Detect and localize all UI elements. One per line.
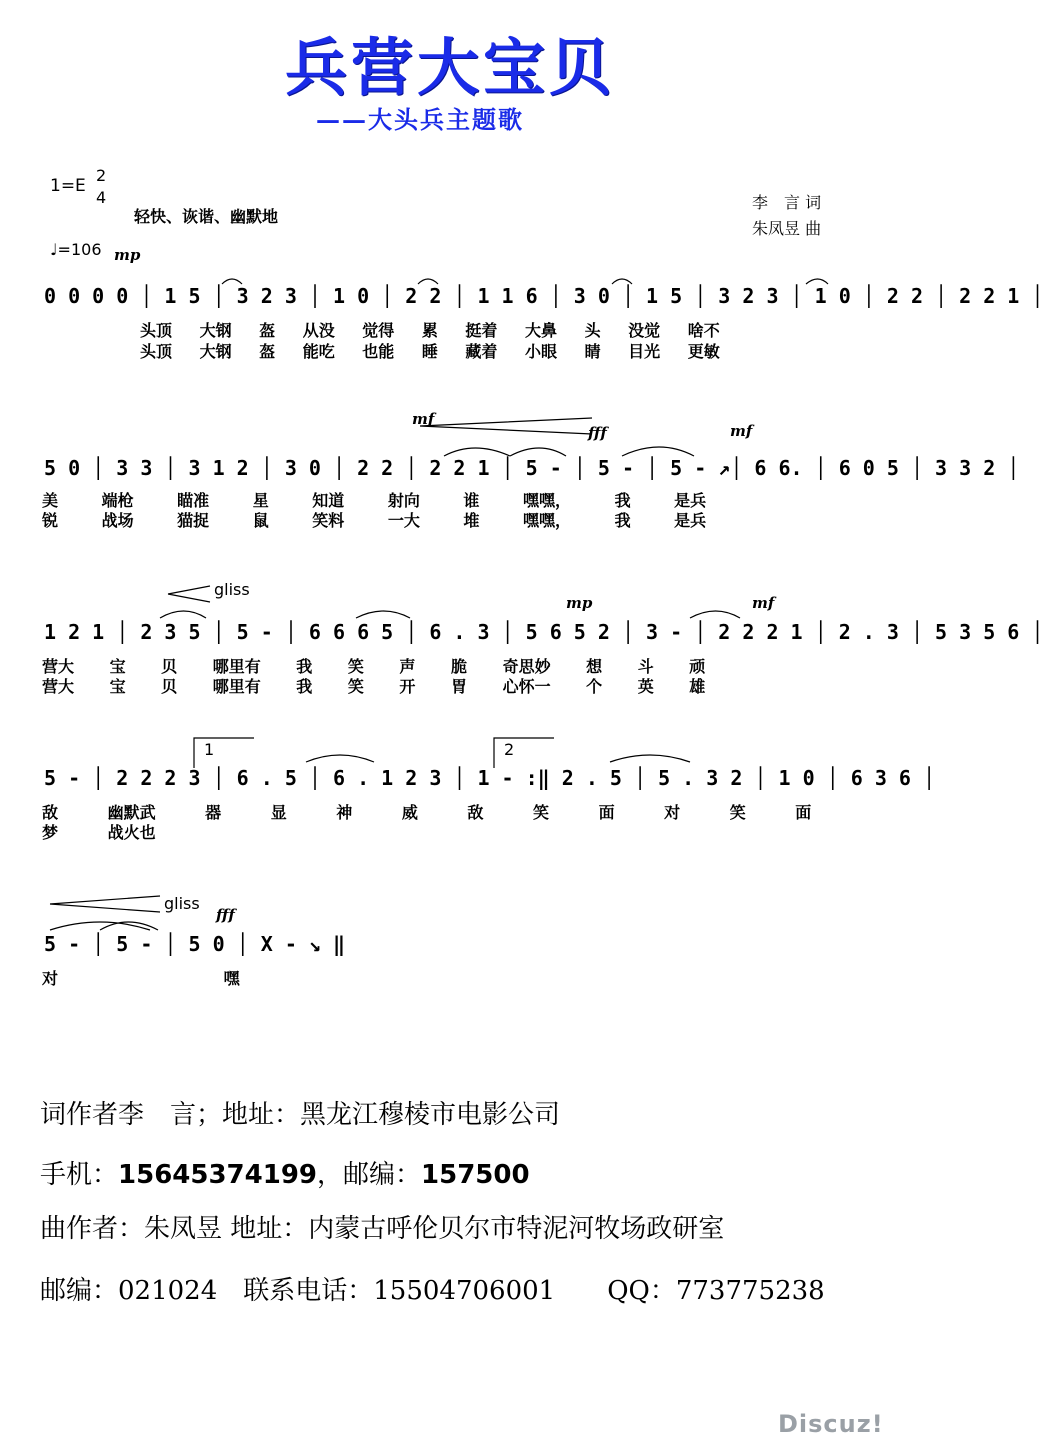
score-row-5-lyrics-verse1: 对 嘿 bbox=[42, 969, 240, 988]
score-row-5-notes: 5 - │ 5 - │ 5 0 │ X - ↘ ‖ bbox=[44, 932, 346, 956]
score-row-1-notes: 0 0 0 0 │ 1 5 │ 3 2 3 │ 1 0 │ 2 2 │ 1 1 6 │ 3 0 │ 1 5 │ 3 2 3 │ 1 0 │ 2 2 │ 2 2 1 │ bbox=[44, 284, 1043, 308]
score-row-3-lyrics-verse2: 营大 宝 贝 哪里有 我 笑 开 胃 心怀一 个 英 雄 bbox=[42, 677, 706, 696]
time-signature-top: 2 bbox=[96, 166, 107, 185]
dynamic-mf: mf bbox=[730, 422, 753, 440]
zip-code: 157500 bbox=[421, 1160, 530, 1190]
song-title: 兵营大宝贝 bbox=[284, 31, 615, 104]
song-subtitle: ——大头兵主题歌 bbox=[316, 105, 524, 134]
zip-label: ，邮编： bbox=[317, 1160, 422, 1190]
score-row-1-lyrics-verse2: 头顶 大钢 盔 能吃 也能 睡 藏着 小眼 睛 目光 更敏 bbox=[140, 342, 720, 361]
lyricist-credit: 李 言 词 bbox=[752, 193, 822, 212]
contact-composer-phone: 邮编：021024 联系电话：15504706001 QQ：773775238 bbox=[40, 1276, 825, 1306]
dynamic-fff: fff bbox=[588, 424, 607, 442]
contact-composer-address: 曲作者：朱凤昱 地址：内蒙古呼伦贝尔市特泥河牧场政研室 bbox=[40, 1214, 725, 1244]
dynamic-mp-start: mp bbox=[114, 246, 141, 264]
volta-1-label: 1 bbox=[204, 740, 215, 759]
score-row-3-lyrics-verse1: 营大 宝 贝 哪里有 我 笑 声 脆 奇思妙 想 斗 顽 bbox=[42, 657, 706, 676]
score-row-3-notes: 1 2 1 │ 2 3 5 │ 5 - │ 6 6 6 5 │ 6 . 3 │ 5 6 5 2 │ 3 - │ 2 2 2 1 │ 2 . 3 │ 5 3 5 6 │ bbox=[44, 620, 1043, 644]
gliss-marking: gliss bbox=[164, 894, 200, 913]
contact-lyricist-address: 词作者李 言；地址：黑龙江穆棱市电影公司 bbox=[40, 1100, 561, 1130]
score-row-4-lyrics-verse2: 梦 战火也 bbox=[42, 823, 156, 842]
phone-label: 手机： bbox=[40, 1160, 119, 1190]
dynamic-mp: mp bbox=[566, 594, 593, 612]
dynamic-mf: mf bbox=[412, 410, 435, 428]
phone-number: 15645374199 bbox=[118, 1160, 318, 1190]
composer-credit: 朱凤昱 曲 bbox=[752, 219, 822, 238]
volta-2-label: 2 bbox=[504, 740, 515, 759]
watermark: Discuz! bbox=[778, 1410, 884, 1438]
score-row-4-notes: 5 - │ 2 2 2 3 │ 6 . 5 │ 6 . 1 2 3 │ 1 - :‖ 2 . 5 │ 5 . 3 2 │ 1 0 │ 6 3 6 │ bbox=[44, 766, 936, 790]
score-row-4-lyrics-verse1: 敌 幽默武 器 显 神 威 敌 笑 面 对 笑 面 bbox=[42, 803, 812, 822]
time-signature-bottom: 4 bbox=[96, 188, 107, 207]
dynamic-mf: mf bbox=[752, 594, 775, 612]
contact-phone-line bbox=[40, 1154, 530, 1191]
key-signature: 1=E bbox=[50, 176, 86, 196]
score-row-2-notes: 5 0 │ 3 3 │ 3 1 2 │ 3 0 │ 2 2 │ 2 2 1 │ 5 - │ 5 - │ 5 - ↗│ 6 6. │ 6 0 5 │ 3 3 2 │ bbox=[44, 456, 1020, 480]
tempo-marking: ♩=106 bbox=[50, 240, 102, 259]
gliss-marking: gliss bbox=[214, 580, 250, 599]
dynamic-fff: fff bbox=[216, 906, 235, 924]
expression-marking: 轻快、诙谐、幽默地 bbox=[134, 207, 279, 226]
score-row-2-lyrics-verse1: 美 端枪 瞄准 星 知道 射向 谁 嘿嘿， 我 是兵 bbox=[42, 491, 707, 510]
score-row-2-lyrics-verse2: 锐 战场 猫捉 鼠 笑料 一大 堆 嘿嘿， 我 是兵 bbox=[42, 511, 707, 530]
score-row-1-lyrics-verse1: 头顶 大钢 盔 从没 觉得 累 挺着 大鼻 头 没觉 啥不 bbox=[140, 321, 720, 340]
